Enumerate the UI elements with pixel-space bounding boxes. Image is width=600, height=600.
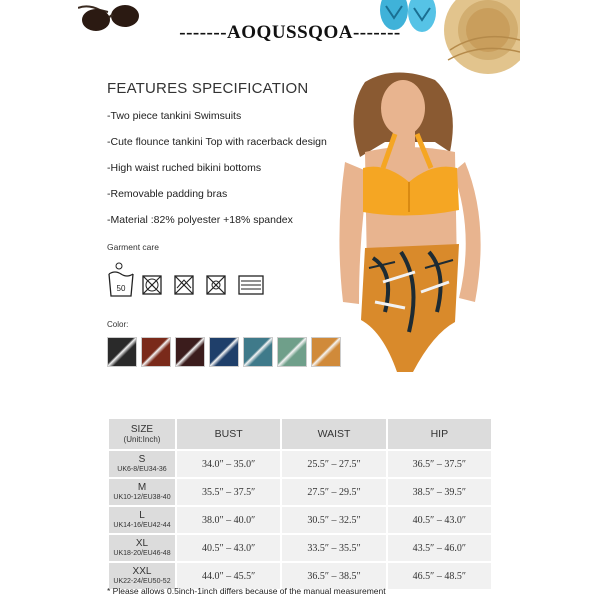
color-swatch[interactable]: [107, 337, 137, 367]
color-swatches: [107, 337, 341, 367]
hip-cell: 38.5″ – 39.5″: [388, 479, 491, 505]
size-header: [109, 419, 175, 449]
size-cell: [109, 535, 175, 561]
bust-cell: 38.0″ – 40.0″: [177, 507, 280, 533]
table-row: [109, 507, 491, 533]
bust-cell: 34.0″ – 35.0″: [177, 451, 280, 477]
bust-cell: 44.0″ – 45.5″: [177, 563, 280, 589]
wash-50-icon: [109, 263, 133, 296]
size-label: L: [139, 510, 145, 522]
size-label: M: [137, 482, 147, 494]
no-bleach-icon: [143, 276, 161, 294]
table-row: [109, 479, 491, 505]
waist-cell: 30.5″ – 32.5″: [282, 507, 385, 533]
color-swatch[interactable]: [277, 337, 307, 367]
sunglasses-decoration: [78, 0, 148, 36]
color-swatch[interactable]: [141, 337, 171, 367]
waist-cell: 25.5″ – 27.5″: [282, 451, 385, 477]
table-row: [109, 535, 491, 561]
size-header-main: SIZE: [130, 424, 154, 435]
flat-dry-icon: [239, 276, 263, 294]
bust-cell: 40.5″ – 43.0″: [177, 535, 280, 561]
size-cell: [109, 451, 175, 477]
hip-cell: 46.5″ – 48.5″: [388, 563, 491, 589]
waist-cell: 27.5″ – 29.5″: [282, 479, 385, 505]
brand-title: -------AOQUSSQOA-------: [179, 22, 401, 43]
size-conversion: UK18-20/EU46-48: [113, 549, 171, 557]
wash-temp-label: 50: [116, 284, 126, 293]
bust-cell: 35.5″ – 37.5″: [177, 479, 280, 505]
feature-item: -Material :82% polyester +18% spandex: [107, 214, 293, 226]
feature-item: -Removable padding bras: [107, 188, 228, 200]
model-photo: [325, 72, 505, 372]
feature-item: -Cute flounce tankini Top with racerback design: [107, 136, 327, 148]
size-label: XL: [135, 538, 149, 550]
measurement-footnote: * Please allows 0.5inch-1inch differs because of the manual measurement: [107, 586, 386, 596]
hip-cell: 43.5″ – 46.0″: [388, 535, 491, 561]
size-header-unit: (Unit:Inch): [123, 435, 161, 444]
color-swatch[interactable]: [209, 337, 239, 367]
size-conversion: UK6-8/EU34-36: [117, 465, 167, 473]
size-cell: [109, 507, 175, 533]
color-swatch[interactable]: [243, 337, 273, 367]
features-title: FEATURES SPECIFICATION: [107, 80, 309, 97]
table-row: [109, 451, 491, 477]
size-cell: [109, 479, 175, 505]
waist-cell: 36.5″ – 38.5″: [282, 563, 385, 589]
care-icons: [107, 260, 267, 300]
hip-header: HIP: [388, 419, 491, 449]
color-title: Color:: [107, 320, 129, 329]
size-label: S: [138, 454, 146, 466]
no-tumble-dry-icon: [175, 276, 193, 294]
color-swatch[interactable]: [175, 337, 205, 367]
hip-cell: 40.5″ – 43.0″: [388, 507, 491, 533]
hip-cell: 36.5″ – 37.5″: [388, 451, 491, 477]
size-label: XXL: [132, 566, 152, 578]
size-conversion: UK22-24/EU50-52: [113, 577, 171, 585]
feature-item: -High waist ruched bikini bottoms: [107, 162, 262, 174]
size-table-header: [109, 419, 491, 449]
bust-header: BUST: [177, 419, 280, 449]
straw-hat-decoration: [440, 0, 520, 80]
no-iron-icon: [207, 276, 225, 294]
garment-care-title: Garment care: [107, 242, 159, 252]
size-chart-table: [107, 417, 493, 591]
feature-item: -Two piece tankini Swimsuits: [107, 110, 242, 122]
waist-header: WAIST: [282, 419, 385, 449]
waist-cell: 33.5″ – 35.5″: [282, 535, 385, 561]
size-conversion: UK14-16/EU42-44: [113, 521, 171, 529]
size-conversion: UK10-12/EU38-40: [113, 493, 171, 501]
